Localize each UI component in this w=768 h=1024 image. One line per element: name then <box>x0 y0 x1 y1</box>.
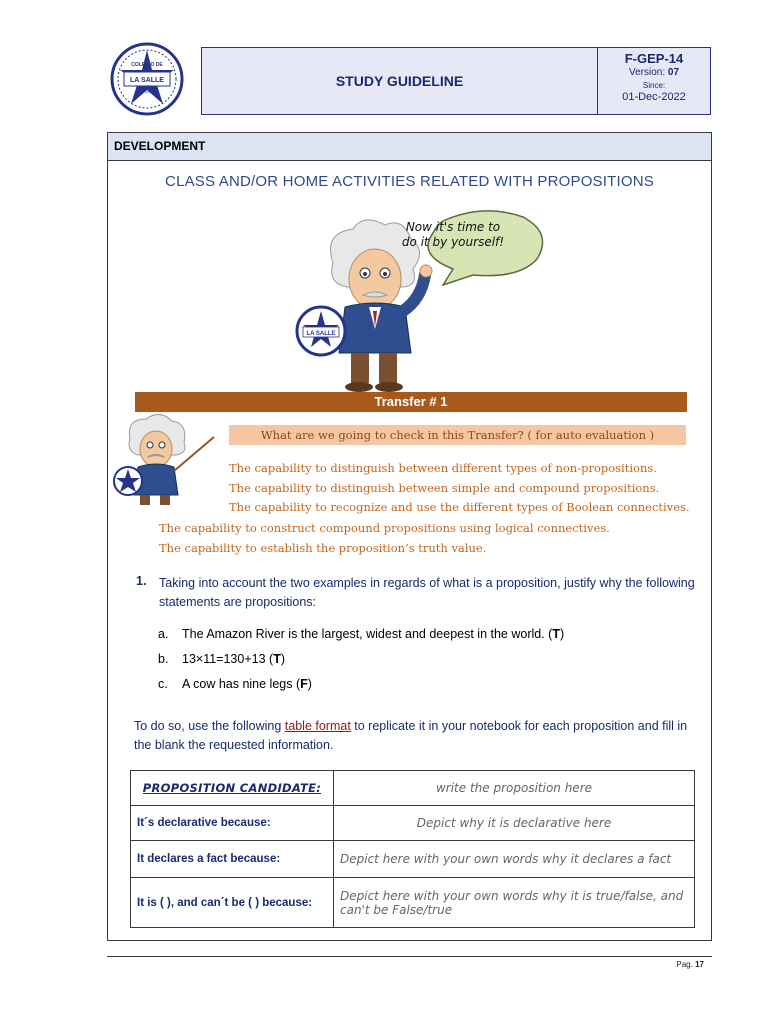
logo-text-middle: LA SALLE <box>130 77 164 84</box>
statement-text: A cow has nine legs ( <box>182 677 301 691</box>
statement-close: ) <box>280 652 285 666</box>
badge-text: LA SALLE <box>306 331 336 337</box>
speech-bubble-text <box>398 220 508 250</box>
question-text: Taking into account the two examples in regards of what is a proposition, justify why the following statements are propositions: <box>159 576 695 609</box>
footer-rule <box>107 956 712 957</box>
table-cell-value: Depict here with your own words why it is true/false, and can't be False/true <box>334 878 695 928</box>
logo-text-top: COLEGIO DE <box>131 62 163 68</box>
version-label: Version: <box>628 67 666 78</box>
table-row <box>131 771 695 806</box>
page-value: 17 <box>695 960 704 969</box>
statement-close: ) <box>559 627 565 641</box>
table-cell-value: write the proposition here <box>334 771 695 806</box>
school-logo <box>110 42 184 116</box>
instruction-text <box>134 717 694 755</box>
proposition-table <box>130 770 695 928</box>
page-number <box>676 960 704 969</box>
instruction-before: To do so, use the following <box>134 719 285 733</box>
development-frame <box>107 132 712 941</box>
check-question: What are we going to check in this Transfer? ( for auto evaluation ) <box>229 425 686 445</box>
capability-item: The capability to recognize and use the different types of Boolean connectives. <box>229 500 690 514</box>
document-meta <box>598 52 710 103</box>
table-cell-value: Depict why it is declarative here <box>334 806 695 841</box>
truth-value: F <box>300 677 308 691</box>
table-cell-label: It´s declarative because: <box>131 806 334 841</box>
capability-item: The capability to establish the proposition’s truth value. <box>159 541 487 555</box>
header-box <box>201 47 711 115</box>
page-label: Pag. <box>676 960 693 969</box>
table-cell-label: It is ( ), and can´t be ( ) because: <box>131 878 334 928</box>
version-value: 07 <box>667 67 680 78</box>
table-row <box>131 841 695 878</box>
table-format-link[interactable]: table format <box>284 719 351 733</box>
bubble-line-2: do it by yourself! <box>401 235 505 249</box>
capability-item: The capability to construct compound propositions using logical connectives. <box>159 521 610 535</box>
statement-text: 13×11=130+13 ( <box>182 652 274 666</box>
logo-text-bottom: BOGOTÁ <box>138 89 156 94</box>
bubble-line-1: Now it's time to <box>405 220 501 234</box>
statement-close: ) <box>307 677 312 691</box>
transfer-title: Transfer # 1 <box>135 392 687 412</box>
statement-label: a. <box>158 627 169 641</box>
statement-label: c. <box>158 677 168 691</box>
statement-text: The Amazon River is the largest, widest and deepest in the world. ( <box>182 627 553 641</box>
document-code: F-GEP-14 <box>624 51 684 66</box>
statement-b <box>158 652 285 666</box>
question-number: 1. <box>136 574 147 588</box>
table-row <box>131 806 695 841</box>
capability-item: The capability to distinguish between different types of non-propositions. <box>229 461 657 475</box>
document-title: STUDY GUIDELINE <box>335 73 464 89</box>
capability-item: The capability to distinguish between simple and compound propositions. <box>229 481 660 495</box>
truth-value: T <box>552 627 560 641</box>
table-cell-label: It declares a fact because: <box>131 841 334 878</box>
since-date: 01-Dec-2022 <box>622 91 686 103</box>
table-cell-value: Depict here with your own words why it declares a fact <box>334 841 695 878</box>
statement-c <box>158 677 312 691</box>
section-title: CLASS AND/OR HOME ACTIVITIES RELATED WITH PROPOSITIONS <box>165 173 654 190</box>
truth-value: T <box>273 652 281 666</box>
table-cell-label: PROPOSITION CANDIDATE: <box>131 771 334 806</box>
statement-a <box>158 627 564 641</box>
development-label: DEVELOPMENT <box>108 133 711 161</box>
instruction-after: to replicate it in your notebook for each proposition and fill in the blank the requested information. <box>134 719 688 752</box>
document-version <box>598 66 710 79</box>
statement-label: b. <box>158 652 169 666</box>
einstein-pointer-illustration <box>110 409 220 509</box>
since-label: Since: <box>642 81 666 90</box>
table-row <box>131 878 695 928</box>
